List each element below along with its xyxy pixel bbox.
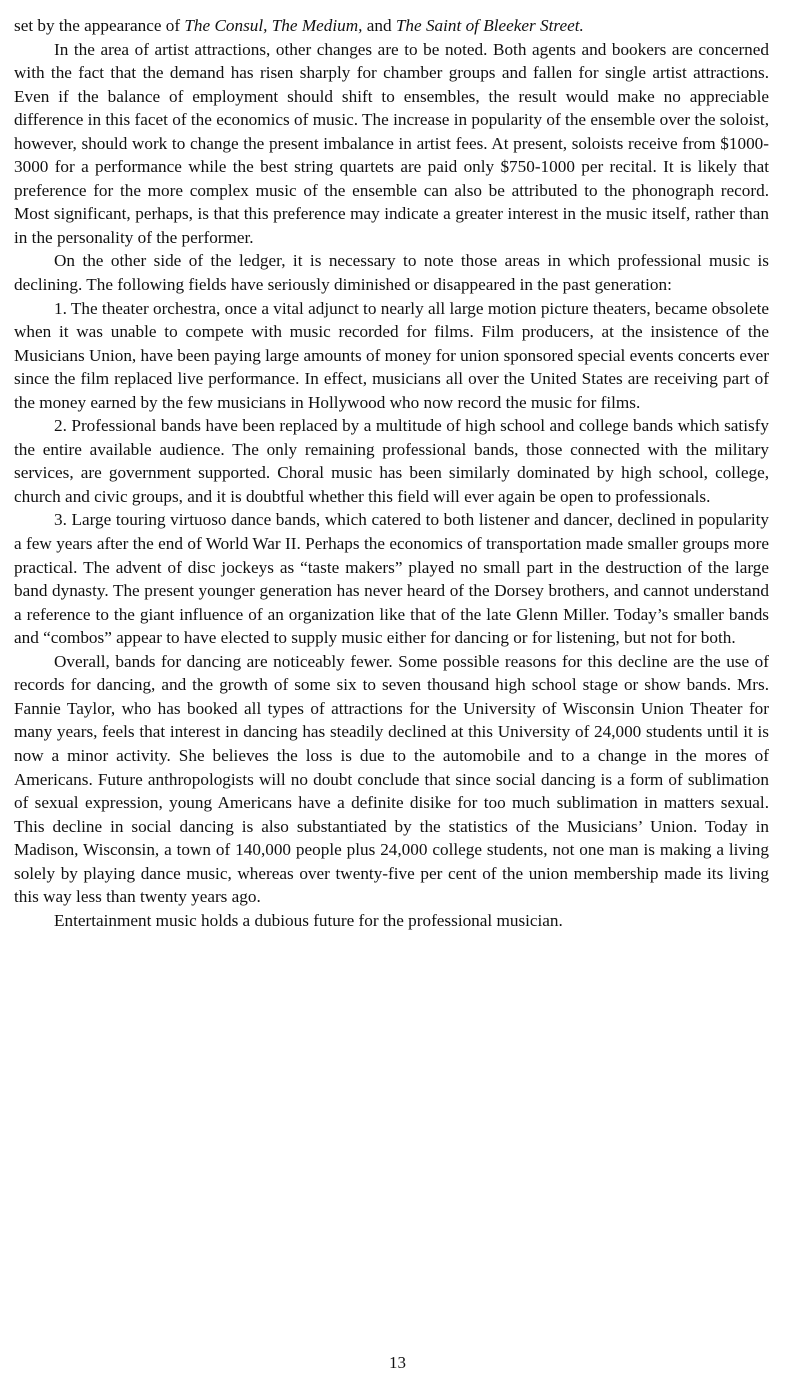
title-saint-of-bleeker-street: The Saint of Bleeker Street. xyxy=(395,16,584,35)
paragraph-artist-attractions: In the area of artist attractions, other changes are to be noted. Both agents and bookers are concerned with the fact that the demand has risen sharply for chamber groups and fallen for single artist attractions. Even if the balance of employment should shift to ensembles, the result would make no appreciable difference in this facet of the economics of music. The increase in popularity of the ensemble over the soloist, however, should work to change the present imbalance in artist fees. At present, soloists receive from $1000-3000 for a performance while the best string quartets are paid only $750-1000 per recital. It is likely that preference for the more complex music of the ensemble can also be attributed to the phonograph record. Most significant, perhaps, is that this preference may indicate a greater interest in the music itself, rather than in the personality of the performer. xyxy=(14,39,769,247)
page-number: 13 xyxy=(389,1353,406,1372)
paragraph-dancing-decline: Overall, bands for dancing are noticeably fewer. Some possible reasons for this decline are the use of records for dancing, and the growth of some six to seven thousand high school stage or show bands. Mrs. Fannie Taylor, who has booked all types of attractions for the University of Wisconsin Union Theater for many years, feels that interest in dancing has steadily declined at this University of 24,000 students until it is now a minor activity. She believes the loss is due to the automobile and to a change in the mores of Americans. Future anthropologists will no doubt conclude that since social dancing is a form of sublimation of sexual expression, young Americans have a definite disike for too much sublimation in matters sexual. This decline in social dancing is also substantiated by the statistics of the Musicians’ Union. Today in Madison, Wisconsin, a town of 140,000 people plus 24,000 college students, not one man is making a living solely by playing dance music, whereas over twenty-five per cent of the union membership made its living this way less than twenty years ago. xyxy=(14,651,769,907)
opening-sep-2: and xyxy=(362,16,396,35)
list-item-dance-bands: 3. Large touring virtuoso dance bands, which catered to both listener and dancer, declined in popularity a few years after the end of World War II. Perhaps the economics of transportation made smaller groups more practical. The advent of disc jockeys as “taste makers” played no small part in the destruction of the large band dynasty. The present younger generation has never heard of the Dorsey brothers, and cannot understand a reference to the giant influence of an organization like that of the late Glenn Miller. Today’s smaller bands and “combos” appear to have elected to supply music either for dancing or for listening, but not for both. xyxy=(14,510,769,648)
title-the-consul: The Consul, xyxy=(184,16,268,35)
opening-fragment xyxy=(14,14,769,38)
paragraph-declining-fields: On the other side of the ledger, it is necessary to note those areas in which professional music is declining. The following fields have seriously diminished or disappeared in the past generation: xyxy=(14,251,769,295)
opening-lead: set by the appearance of xyxy=(14,16,185,35)
title-the-medium: The Medium, xyxy=(271,16,363,35)
list-item-theater-orchestra: 1. The theater orchestra, once a vital adjunct to nearly all large motion picture theaters, became obsolete when it was unable to compete with music recorded for films. Film producers, at the insistence of the Musicians Union, have been paying large amounts of money for union sponsored special events concerts ever since the film replaced live performance. In effect, musicians all over the United States are receiving part of the money earned by the few musicians in Hollywood who now record the music for films. xyxy=(14,298,769,412)
document-page xyxy=(14,14,769,932)
paragraph-entertainment-music: Entertainment music holds a dubious future for the professional musician. xyxy=(54,910,563,930)
list-item-professional-bands: 2. Professional bands have been replaced by a multitude of high school and college bands which satisfy the entire available audience. The only remaining professional bands, those connected with the military services, are government supported. Choral music has been similarly dominated by high school, college, church and civic groups, and it is doubtful whether this field will ever again be open to professionals. xyxy=(14,416,769,506)
